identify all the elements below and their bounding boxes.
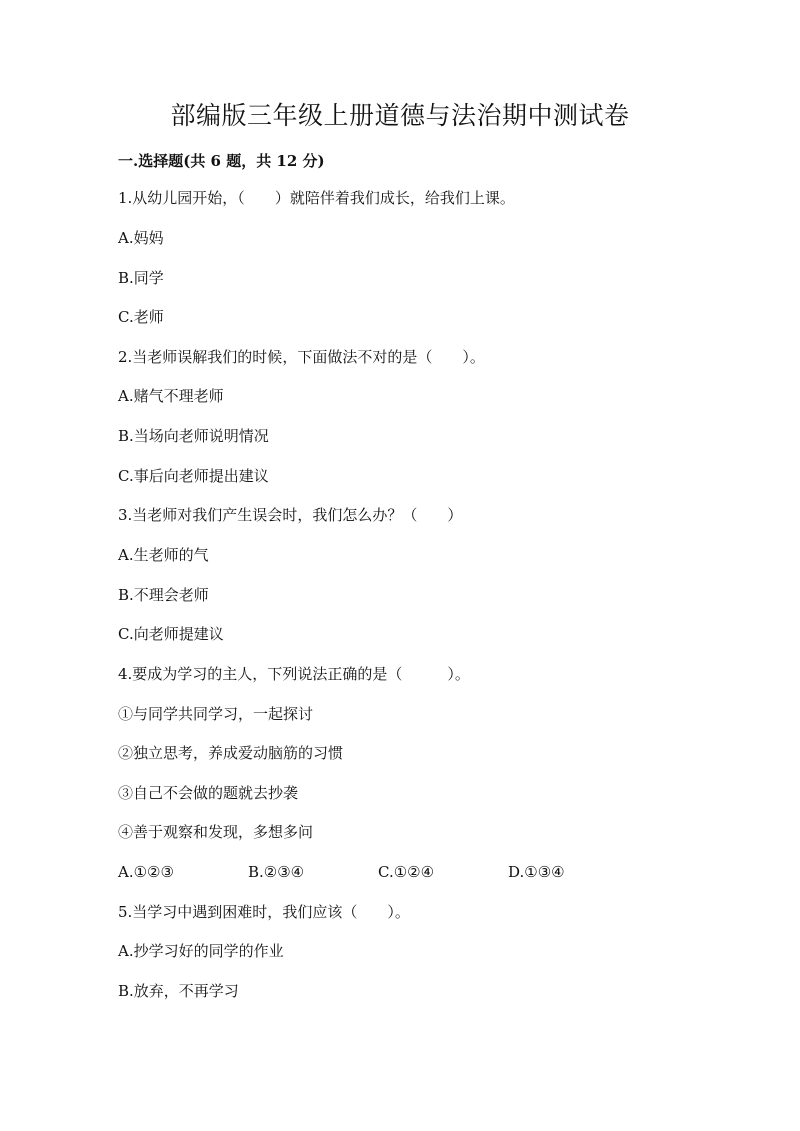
q4-statement-3: ③自己不会做的题就去抄袭 <box>118 784 299 802</box>
q4-statement-1: ①与同学共同学习，一起探讨 <box>118 705 314 723</box>
q4-option-a: A.①②③ <box>118 863 174 881</box>
question-2: 2.当老师误解我们的时候，下面做法不对的是（ ）。 <box>118 348 485 366</box>
q4-option-d: D.①③④ <box>508 863 565 881</box>
q5-option-a: A.抄学习好的同学的作业 <box>118 942 284 960</box>
q4-option-c: C.①②④ <box>378 863 435 881</box>
q3-option-c: C.向老师提建议 <box>118 625 224 643</box>
page-title: 部编版三年级上册道德与法治期中测试卷 <box>170 101 630 130</box>
question-3: 3.当老师对我们产生误会时，我们怎么办？（ ） <box>118 506 463 524</box>
q4-option-b: B.②③④ <box>248 863 305 881</box>
q4-options-row <box>118 862 638 882</box>
q4-statement-2: ②独立思考，养成爱动脑筋的习惯 <box>118 744 344 762</box>
question-1: 1.从幼儿园开始，（ ）就陪伴着我们成长，给我们上课。 <box>118 189 515 207</box>
section-heading: 一.选择题(共 6 题，共 12 分) <box>118 152 325 170</box>
q1-option-a: A.妈妈 <box>118 229 164 247</box>
q2-option-a: A.赌气不理老师 <box>118 387 224 405</box>
q1-option-b: B.同学 <box>118 269 164 287</box>
q5-option-b: B.放弃，不再学习 <box>118 982 239 1000</box>
q4-statement-4: ④善于观察和发现，多想多问 <box>118 823 314 841</box>
question-5: 5.当学习中遇到困难时，我们应该（ ）。 <box>118 903 410 921</box>
q3-option-b: B.不理会老师 <box>118 586 209 604</box>
q2-option-c: C.事后向老师提出建议 <box>118 467 269 485</box>
q1-option-c: C.老师 <box>118 308 164 326</box>
q3-option-a: A.生老师的气 <box>118 546 209 564</box>
q2-option-b: B.当场向老师说明情况 <box>118 427 269 445</box>
question-4: 4.要成为学习的主人，下列说法正确的是（ ）。 <box>118 665 470 683</box>
